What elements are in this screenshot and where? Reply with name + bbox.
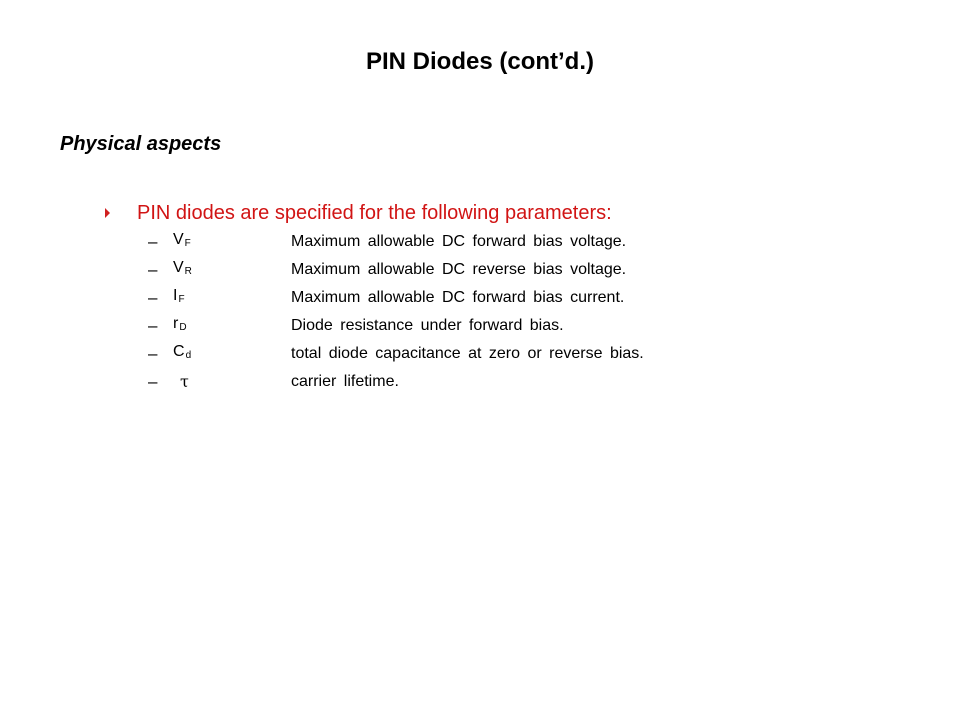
parameter-item-vr bbox=[148, 256, 644, 284]
section-subtitle: Physical aspects bbox=[60, 133, 222, 155]
parameter-symbol: $r_D$ bbox=[173, 315, 187, 333]
main-bullet bbox=[102, 198, 612, 228]
parameter-description: Maximum allowable DC forward bias current. bbox=[291, 289, 625, 306]
dash-marker: – bbox=[148, 232, 158, 251]
parameter-item-vf bbox=[148, 228, 644, 256]
parameter-symbol: $C_d$ bbox=[173, 343, 192, 361]
parameter-description: Maximum allowable DC reverse bias voltage. bbox=[291, 261, 627, 278]
dash-marker: – bbox=[148, 288, 158, 307]
parameter-list bbox=[148, 228, 644, 396]
parameter-description: Maximum allowable DC forward bias voltage. bbox=[291, 233, 627, 250]
dash-marker: – bbox=[148, 372, 158, 391]
parameter-item-if bbox=[148, 284, 644, 312]
parameter-item-cd bbox=[148, 340, 644, 368]
dash-marker: – bbox=[148, 260, 158, 279]
dash-marker: – bbox=[148, 344, 158, 363]
triangle-right-icon bbox=[105, 208, 110, 218]
parameter-description: total diode capacitance at zero or reverse bias. bbox=[291, 345, 644, 362]
parameter-item-tau bbox=[148, 368, 644, 396]
parameter-symbol: $V_R$ bbox=[173, 259, 192, 277]
parameter-symbol: τ bbox=[180, 372, 189, 391]
dash-marker: – bbox=[148, 316, 158, 335]
parameter-description: carrier lifetime. bbox=[291, 373, 399, 390]
parameter-symbol: $I_F$ bbox=[173, 287, 185, 305]
parameter-description: Diode resistance under forward bias. bbox=[291, 317, 564, 334]
main-bullet-text: PIN diodes are specified for the following parameters: bbox=[137, 202, 612, 224]
parameter-symbol: $V_F$ bbox=[173, 231, 191, 249]
parameter-item-rd bbox=[148, 312, 644, 340]
slide-title: PIN Diodes (cont’d.) bbox=[366, 48, 594, 75]
